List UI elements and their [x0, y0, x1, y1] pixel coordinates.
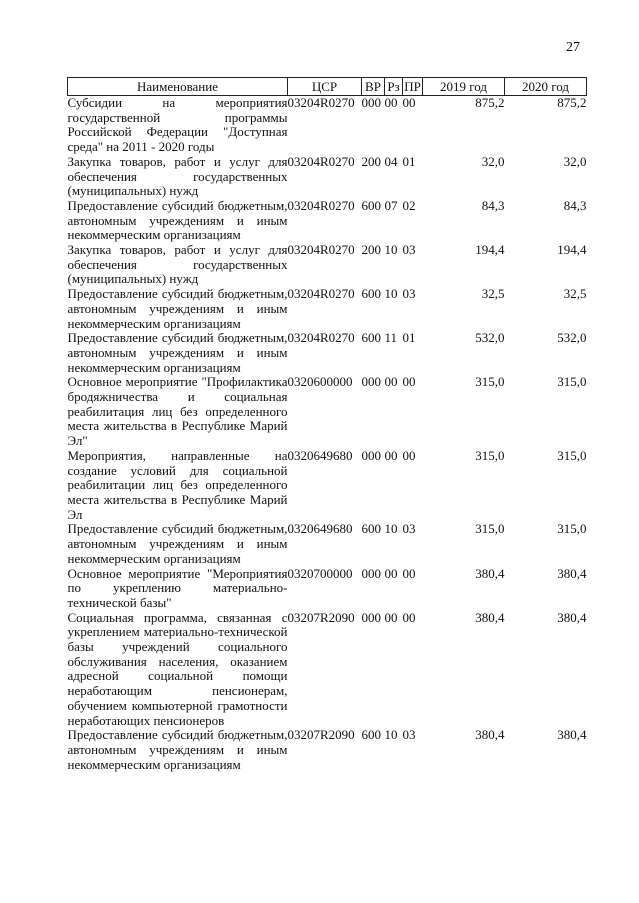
table-row [68, 287, 587, 331]
header-2020: 2020 год [505, 78, 587, 96]
row-2019: 315,0 [475, 447, 505, 463]
row-2020: 380,4 [557, 727, 587, 743]
row-csr: 03207R2090 [287, 609, 355, 625]
row-csr: 0320649680 [287, 521, 353, 537]
row-2019: 315,0 [475, 521, 505, 537]
row-2019: 32,5 [481, 286, 505, 302]
row-name: Предоставление субсидий бюджетным, автономным учреждениям и иным некоммерческим организациям [67, 727, 288, 772]
row-pr: 03 [402, 242, 416, 258]
row-2019: 875,2 [475, 95, 505, 110]
row-name: Основное мероприятие "Мероприятия по укреплению материально-технической базы" [67, 565, 288, 610]
row-rz: 10 [384, 286, 398, 302]
row-vr: 600 [361, 286, 381, 302]
row-2019: 315,0 [475, 374, 505, 390]
row-vr: 200 [361, 153, 381, 169]
row-2020: 380,4 [557, 609, 587, 625]
row-name: Предоставление субсидий бюджетным, автономным учреждениям и иным некоммерческим организациям [67, 197, 288, 243]
row-2020: 315,0 [557, 374, 587, 390]
row-rz: 00 [384, 95, 398, 110]
table-row [68, 331, 587, 375]
row-vr: 600 [361, 330, 381, 346]
row-csr: 03204R0270 [287, 242, 355, 258]
row-name: Закупка товаров, работ и услуг для обеспечения государственных (муниципальных) нужд [67, 242, 288, 287]
row-csr: 03204R0270 [287, 330, 355, 346]
header-vr: ВР [362, 78, 385, 96]
row-2020: 380,4 [557, 565, 587, 581]
header-2019: 2019 год [423, 78, 505, 96]
row-pr: 01 [402, 330, 416, 346]
row-vr: 000 [361, 95, 381, 110]
row-rz: 11 [384, 330, 398, 346]
row-name: Мероприятия, направленные на создание условий для социальной реабилитации лиц без определенного места жительства в Республике Марий Эл [67, 447, 288, 522]
row-2020: 32,5 [563, 286, 587, 302]
row-csr: 0320600000 [287, 374, 353, 390]
row-2020: 875,2 [557, 95, 587, 110]
row-vr: 600 [361, 727, 381, 743]
row-name: Субсидии на мероприятия государственной программы Российской Федерации "Доступная среда" на 2011 - 2020 годы [67, 95, 288, 155]
row-rz: 10 [384, 521, 398, 537]
row-2020: 315,0 [557, 521, 587, 537]
row-rz: 00 [384, 447, 398, 463]
row-rz: 10 [384, 242, 398, 258]
row-csr: 03207R2090 [287, 727, 355, 743]
table-row [68, 155, 587, 199]
row-csr: 03204R0270 [287, 153, 355, 169]
row-rz: 00 [384, 565, 398, 581]
row-vr: 000 [361, 447, 381, 463]
header-pr: ПР [404, 79, 421, 94]
row-pr: 00 [402, 609, 416, 625]
header-name: Наименование [68, 78, 288, 96]
table-row [68, 243, 587, 287]
row-rz: 00 [384, 609, 398, 625]
row-csr: 0320649680 [287, 447, 353, 463]
row-pr: 00 [402, 565, 416, 581]
row-2020: 315,0 [557, 447, 587, 463]
row-name: Закупка товаров, работ и услуг для обеспечения государственных (муниципальных) нужд [67, 153, 288, 199]
table-row [68, 199, 587, 243]
row-2020: 32,0 [563, 153, 587, 169]
row-vr: 600 [361, 197, 381, 213]
table-row [68, 728, 587, 772]
budget-table [67, 77, 587, 772]
row-pr: 03 [402, 521, 416, 537]
table-row [68, 449, 587, 523]
page-number: 27 [566, 40, 580, 55]
row-csr: 03204R0270 [287, 95, 355, 110]
row-pr: 03 [402, 286, 416, 302]
row-name: Предоставление субсидий бюджетным, автономным учреждениям и иным некоммерческим организациям [67, 330, 288, 375]
row-name: Основное мероприятие "Профилактика бродяжничества и социальная реабилитация лиц без определенного места жительства в Республике Марий Эл" [67, 374, 288, 449]
row-rz: 10 [384, 727, 398, 743]
row-pr: 03 [402, 727, 416, 743]
row-2019: 532,0 [475, 330, 505, 346]
row-csr: 03204R0270 [287, 286, 355, 302]
table-row [68, 522, 587, 566]
table-row [68, 611, 587, 729]
row-2020: 532,0 [557, 330, 587, 346]
row-rz: 07 [384, 197, 398, 213]
header-rz: Рз [385, 78, 403, 96]
row-pr: 02 [402, 197, 416, 213]
header-csr: ЦСР [288, 78, 362, 96]
row-rz: 04 [384, 153, 398, 169]
row-vr: 000 [361, 374, 381, 390]
row-pr: 01 [402, 153, 416, 169]
row-vr: 000 [361, 609, 381, 625]
table-row [68, 96, 587, 155]
row-2019: 380,4 [475, 609, 505, 625]
row-name: Предоставление субсидий бюджетным, автономным учреждениям и иным некоммерческим организациям [67, 521, 288, 566]
row-rz: 00 [384, 374, 398, 390]
row-2020: 84,3 [563, 197, 587, 213]
row-pr: 00 [402, 447, 416, 463]
row-vr: 600 [361, 521, 381, 537]
row-name: Предоставление субсидий бюджетным, автономным учреждениям и иным некоммерческим организациям [67, 286, 288, 331]
row-2019: 84,3 [481, 197, 505, 213]
table-header [68, 78, 587, 96]
row-pr: 00 [402, 95, 416, 110]
row-csr: 03204R0270 [287, 197, 355, 213]
row-2019: 380,4 [475, 727, 505, 743]
row-csr: 0320700000 [287, 565, 353, 581]
table-row [68, 567, 587, 611]
row-name: Социальная программа, связанная с укреплением материально-технической базы учреждений социального обслуживания населения, оказанием адресной социальной помощи неработающим пенсионерам, обучением компьютерной грамотности неработающих пенсионеров [67, 609, 288, 728]
table-body [68, 96, 587, 773]
row-vr: 200 [361, 242, 381, 258]
table-row [68, 375, 587, 449]
row-2019: 194,4 [475, 242, 505, 258]
row-2019: 380,4 [475, 565, 505, 581]
row-2019: 32,0 [481, 153, 505, 169]
row-vr: 000 [361, 565, 381, 581]
row-pr: 00 [402, 374, 416, 390]
row-2020: 194,4 [557, 242, 587, 258]
